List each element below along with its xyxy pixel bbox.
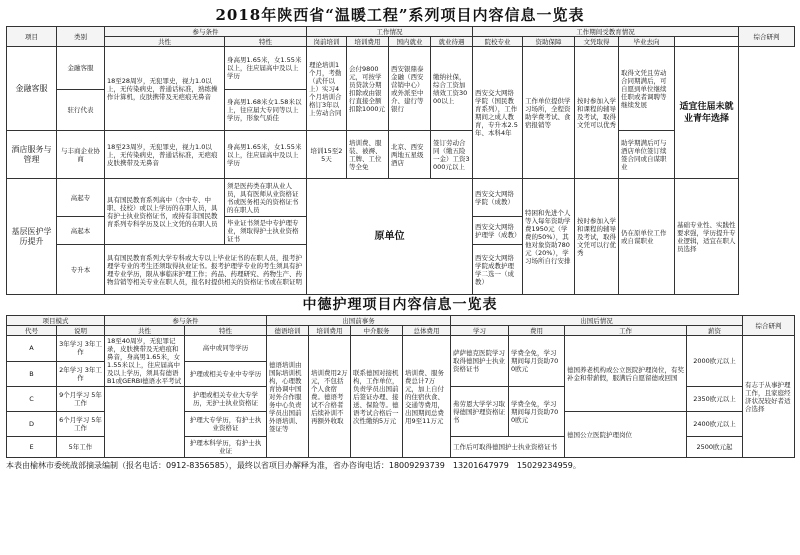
col-edu: 工作期间受教育情况 xyxy=(473,27,739,37)
t2-col-agencyfee: 总体费用 xyxy=(403,326,451,336)
t2-col-detrain: 德语培训 xyxy=(267,326,309,336)
header-row-1 xyxy=(7,27,795,37)
row-special: 护理大专学历，有护士执业资格证 xyxy=(185,412,267,437)
row-desc: 3年学习 3年工作 xyxy=(57,336,105,362)
row-salary: 2000欧元以上 xyxy=(687,336,743,387)
t2-header-row-1 xyxy=(7,316,795,326)
row-desc: 9个月学习 5年工作 xyxy=(57,387,105,412)
col-category: 类别 xyxy=(57,27,105,47)
t2-common-empty xyxy=(105,387,185,458)
finance-special-a: 身高男1.65米，女1.55米以上，往应届高中及以上学历 xyxy=(225,47,307,90)
row-salary: 2350欧元以上 xyxy=(687,387,743,412)
col-credential: 文凭取得 xyxy=(575,37,619,47)
medical-graduate: 仍在原单位工作或自谋职业 xyxy=(619,179,675,295)
col-work: 工作情况 xyxy=(307,27,473,37)
category-medical-b: 高起本 xyxy=(57,217,105,245)
medical-review: 基础专业性、实践性要求强，学历提升专业逻辑，适宜在职人员选择 xyxy=(675,179,739,295)
t2-col-requirements: 参与条件 xyxy=(105,316,267,326)
hotel-placement: 北京、西安两地五星级酒店 xyxy=(389,131,431,179)
medical-school-c: 西安交大网络学院成教护理学二选一（成教） xyxy=(473,245,523,295)
category-finance-b: 驻行代表 xyxy=(57,90,105,131)
medical-original-unit: 原单位 xyxy=(307,179,473,295)
t2-col-code: 代号 xyxy=(7,326,57,336)
row-desc: 6个月学习 5年工作 xyxy=(57,412,105,437)
col-requirements: 参与条件 xyxy=(105,27,307,37)
t2-col-desc: 说明 xyxy=(57,326,105,336)
row-salary: 2500欧元起 xyxy=(687,437,743,458)
row-code: E xyxy=(7,437,57,458)
col-school: 院校专业 xyxy=(473,37,523,47)
col-common: 共性 xyxy=(105,37,225,47)
row-desc: 2年学习 3年工作 xyxy=(57,361,105,387)
t2-col-fee: 培训费用 xyxy=(309,326,351,336)
t2-detrain: 德语培训由国际培训机构，心理教育协调中国对外合作服务中心负责学员出国前外语培训、签证等 xyxy=(267,336,309,458)
row-salary: 2400欧元以上 xyxy=(687,412,743,437)
category-medical-c: 专升本 xyxy=(57,245,105,295)
finance-review: 适宜往届未就业青年选择 xyxy=(675,47,739,179)
col-graduate: 毕业去向 xyxy=(619,37,675,47)
t2-col-salary: 薪资 xyxy=(687,326,743,336)
row-code: D xyxy=(7,412,57,437)
hotel-pretrain: 培训15至25天 xyxy=(307,131,347,179)
t2-review: 有志于从事护理工作，且家庭经济状况较好者适合选择 xyxy=(743,336,795,458)
finance-credential: 按时参加入学和课程的辅导及考试，取得文凭可以优秀 xyxy=(575,47,619,179)
row-code: B xyxy=(7,361,57,387)
header-row-2 xyxy=(7,37,795,47)
finance-pretrain: 理论培训1个月，考勤（武仟以上）实习4个月培训合格订3年以上劳动合同 xyxy=(307,47,347,131)
table-row xyxy=(7,179,795,217)
finance-graduate: 取得文凭且劳动合同期满后，可自愿到单位继续任职或者调聘等继续发展 xyxy=(619,47,675,131)
hotel-fee: 培训费、服装、被褥、工牌、工位等全免 xyxy=(347,131,389,179)
finance-placement: 西安银鼎泰金融（西安营销中心）或外派至中介、建行等银行 xyxy=(389,47,431,131)
t2-col-study: 学习 xyxy=(451,326,509,336)
category-finance-a: 金融客服 xyxy=(57,47,105,90)
t2-agencyfee: 培训费、服务费总计7万元，加上自付的住宿伙食、交通等费用，出国期间总费用9至11万元 xyxy=(403,336,451,458)
medical-fund: 特困和先进个人等入每年资助学费1950元（学费的50%），其他对象资助780元（20%），学习场所自行安排 xyxy=(523,179,575,295)
col-pretrain: 岗前培训 xyxy=(307,37,347,47)
col-jobtreat: 就业待遇 xyxy=(431,37,473,47)
medical-common-c: 具有国民教育系列大学专科或大专以上毕业证书的在职人员，报考护理学专业的考生还须取得执业证书。报考护理学专业的考生须具有护理专业学历，限从事临床护理工作；药品、药理研究、药物生产、药物营销等相关专业在职人员，报名时提供相关的资格证书或在职证明 xyxy=(105,245,307,295)
medical-common-ab: 具有国民教育系列高中（含中专、中职、技校）或以上学历的在职人员，具有护士执业资格证书，或持有非国民教育系列专科学历及以上文凭的在职人员 xyxy=(105,179,225,245)
hotel-special: 身高男1.65米，女1.55米以上，往应届高中及以上学历 xyxy=(225,131,307,179)
footer-note: 本表由榆林市委统战部摘录编制（报名电话：0912-8356585），最终以省项目办解释为准，省办咨询电话：18009293739 13201647979 15029234959。 xyxy=(6,461,581,470)
row-desc: 5年工作 xyxy=(57,437,105,458)
row-special: 高中或同等学历 xyxy=(185,336,267,362)
finance-school: 西安交大网络学院（国民教育系列），工作期间之成人教育，专升本2.5年、本科4年 xyxy=(473,47,523,179)
finance-fund: 工作单位提供学习场所，全程资助学费考试、食宿报销等 xyxy=(523,47,575,179)
second-title: 中德护理项目内容信息一览表 xyxy=(302,297,498,313)
row-special: 护理或相关专业中专学历 xyxy=(185,361,267,387)
finance-fee: 会付9800元，可按学员贷款分期扣除或由银行直接全额扣除1000元 xyxy=(347,47,389,131)
category-medical-a: 高起专 xyxy=(57,179,105,217)
table-row xyxy=(7,336,795,362)
main-title: 2018年陕西省“温暖工程”系列项目内容信息一览表 xyxy=(215,6,585,24)
medical-school-b: 西安交大网络护理学（成教） xyxy=(473,217,523,245)
project-medical: 基层医护学历提升 xyxy=(7,179,57,295)
col-placement: 国内就业 xyxy=(389,37,431,47)
table-row xyxy=(7,47,795,90)
t2-col-mode: 项目模式 xyxy=(7,316,105,326)
t2-col-common: 共性 xyxy=(105,326,185,336)
col-project: 项目 xyxy=(7,27,57,47)
t2-col-situation: 出国后情况 xyxy=(451,316,743,326)
medical-credential: 按时参加入学和课程的辅导及考试，取得文凭可以行优秀 xyxy=(575,179,619,295)
t2-job-a: 德国养老机构或公立医院护理岗位，有奖补金和带薪假，服满后自愿留德或回国 xyxy=(565,336,687,412)
col-fund: 资助保障 xyxy=(523,37,575,47)
col-review: 综合研判 xyxy=(739,27,795,47)
german-nursing-table xyxy=(6,315,795,458)
hotel-treat: 签订劳动合同（缴五险一金）工资3000元以上 xyxy=(431,131,473,179)
t2-col-review: 综合研判 xyxy=(743,316,795,336)
project-hotel: 酒店服务与管理 xyxy=(7,131,57,179)
t2-col-cost: 费用 xyxy=(509,326,565,336)
t2-header-row-2 xyxy=(7,326,795,336)
t2-study-c: 工作后可取得德国护士执业资格证书 xyxy=(451,437,565,458)
t2-common: 18至40周岁，无犯罪记录，皮肤携带及无疤痕和鼻音，身高男1.65米，女1.55米以上，往应届高中及以上学历，须具有德语B1或GERBI德语水平考试 xyxy=(105,336,185,387)
t2-cost-a: 学费全免，学习期间每月资助700欧元 xyxy=(509,336,565,387)
hotel-common: 18至23周岁，无犯罪史，视力1.0以上，无传染病史，普通话标准，无疤痕皮肤携带及无鼻音 xyxy=(105,131,225,179)
row-code: C xyxy=(7,387,57,412)
t2-study-b: 弗劳恩大学学习取得德国护理资格证书 xyxy=(451,387,509,437)
t2-study-a: 萨萨德克医院学习取得德国护士执业资格证书 xyxy=(451,336,509,387)
t2-col-job: 工作 xyxy=(565,326,687,336)
category-hotel: 与丰商企业协商 xyxy=(57,131,105,179)
t2-col-agency: 中介服务 xyxy=(351,326,403,336)
hotel-graduate: 助学期满后可与酒店单位签订续签合同或自谋职业 xyxy=(619,131,675,179)
medical-school-a: 西安交大网络学院（成教） xyxy=(473,179,523,217)
medical-special-b: 毕业证书须是中专护理专业，须取得护士执业资格证书 xyxy=(225,217,307,245)
medical-special-a: 须是医药类在职从业人员，具有医师从业资格证书或医务相关的资格证书的在职人员 xyxy=(225,179,307,217)
project-finance: 金融客服 xyxy=(7,47,57,131)
row-special: 护理本科学历，有护士执业证 xyxy=(185,437,267,458)
t2-fee: 培训费用2万元，不包括个人食宿费。德语考试不合格者后续补训不再额外收取 xyxy=(309,336,351,458)
t2-col-special: 特性 xyxy=(185,326,267,336)
finance-treat: 缴纳社保，综合工资加绩效工资3000以上 xyxy=(431,47,473,131)
col-special: 特性 xyxy=(225,37,307,47)
t2-col-abroad: 出国前事务 xyxy=(267,316,451,326)
finance-special-b: 身高男1.68米女1.58米以上，往应届大专同等以上学历，形象气质佳 xyxy=(225,90,307,131)
row-code: A xyxy=(7,336,57,362)
row-special: 护理或相关专业大专学历，无护士执业资格证 xyxy=(185,387,267,412)
t2-job-b: 德国公立医院护理岗位 xyxy=(565,412,687,458)
finance-common: 18至28周岁，无犯罪史，视力1.0以上，无传染病史，普通话标准，熟练操作计算机，皮肤携带及无疤痕无鼻音 xyxy=(105,47,225,131)
t2-agency: 联系德国对接机构，工作单位，负责学员出国前后签证办理、接送、保险等。德语考试合格后一次性缴纳5万元 xyxy=(351,336,403,458)
col-trainfee: 培训费用 xyxy=(347,37,389,47)
warm-project-table xyxy=(6,26,795,295)
t2-cost-b: 学费全免，学习期间每月资助700欧元 xyxy=(509,387,565,437)
